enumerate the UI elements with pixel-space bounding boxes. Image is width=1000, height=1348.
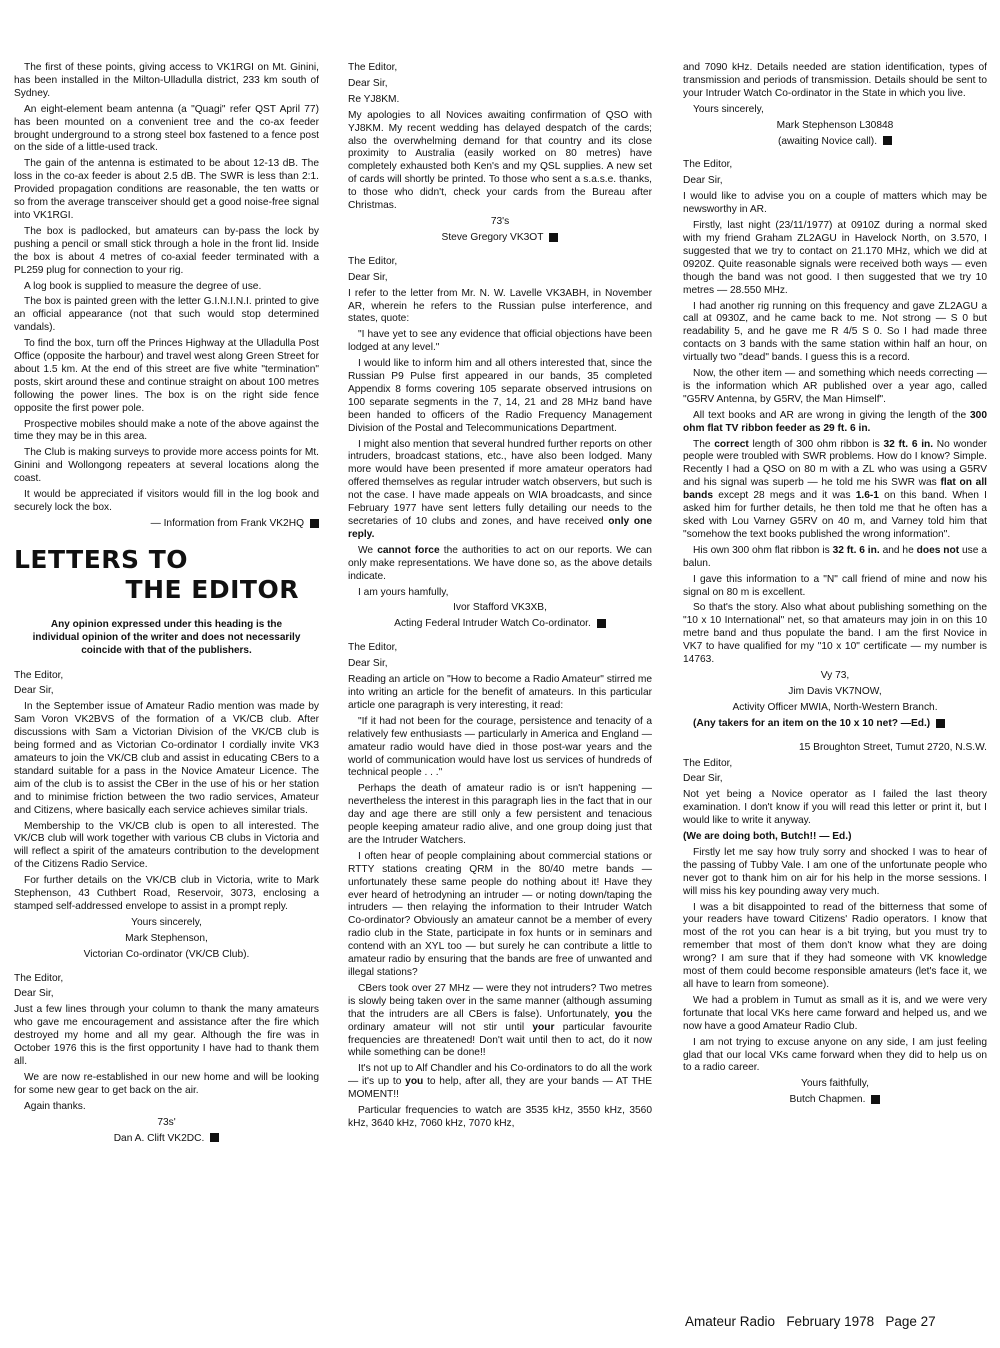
end-mark [871, 1095, 880, 1104]
end-mark [549, 233, 558, 242]
letter-signature: Steve Gregory VK3OT [348, 232, 652, 245]
letter-title: Victorian Co-ordinator (VK/CB Club). [83, 948, 250, 960]
article-paragraph: To find the box, turn off the Princes Highway at the Ulladulla Post Office (opposite the harbour) and travel west along Green Street for about 1.5 km. At the end of this street are five white "termination" posts, skirt around these and continue straight on about 100 metres following the power lines. The box is on the right side fence opposite the first power pole. [14, 338, 319, 414]
letter-signature: Mark Stephenson L30848 [776, 119, 894, 131]
article-paragraph: The first of these points, giving access to VK1RGI on Mt. Ginini, has been installed in the Milton-Ulladulla district, 233 km south of Sydney. [14, 62, 319, 99]
letter-closing: Yours sincerely, [693, 103, 764, 115]
page-footer [685, 1314, 990, 1329]
letter-greeting: Dear Sir, [348, 658, 388, 670]
letter-paragraph: Firstly let me say how truly sorry and shocked I was to hear of the passing of Tubby Vale. I am one of the unfortunate people who never got to thank him on air for his help in the morse sessions. I will miss his key pounding away very much. [683, 846, 987, 897]
letter-paragraph: I am not trying to excuse anyone on any side, I am just feeling glad that our local VKs came forward when they did to help us on to a radio career. [683, 1036, 987, 1074]
end-mark [936, 719, 945, 728]
letter-closing: 73's [490, 215, 510, 227]
letter-greeting: Dear Sir, [14, 685, 54, 697]
letter-greeting: Dear Sir, [14, 988, 54, 1000]
article-paragraph: A log book is supplied to measure the degree of use. [24, 280, 262, 292]
article-paragraph: The Club is making surveys to provide more access points for Mt. Ginini and Wollongong repeaters at several locations along the coast. [14, 447, 319, 485]
letter-closing: 73s' [157, 1116, 176, 1128]
letter-paragraph: I gave this information to a "N" call friend of mine and now his signal on 80 m is excellent. [683, 573, 987, 598]
end-mark [310, 519, 319, 528]
letter-paragraph: Particular frequencies to watch are 3535 kHz, 3550 kHz, 3560 kHz, 3640 kHz, 7060 kHz, 7070 kHz, [348, 1105, 652, 1129]
end-mark [210, 1133, 219, 1142]
letter-title: Acting Federal Intruder Watch Co-ordinator. [348, 618, 652, 631]
letter-paragraph: Again thanks. [24, 1100, 86, 1112]
letter-closing: Vy 73, [820, 669, 850, 681]
letter-paragraph: I would like to inform him and all others interested that, since the Russian P9 Pulse first appeared in our bands, 35 completed Appendix 8 forms covering 105 separate observed intrusions on 100 separate segments in the 7, 14, 21 and 28 MHz band have been handed to officers of the Radio Frequency Management Division of the Postal and Telecommunications Department. [348, 358, 652, 434]
end-mark [597, 619, 606, 628]
article-paragraph: The gain of the antenna is estimated to be about 12-13 dB. The loss in the co-ax feeder is about 2.5 dB. The SWR is less than 2:1. Provided propagation conditions are reasonable, the ten watts or so from the average transceiver should get a good noise-free signal into VK1RGI. [14, 158, 319, 221]
letter-signature: Dan A. Clift VK2DC. [14, 1133, 319, 1146]
page-number: Page 27 [885, 1314, 936, 1329]
column-3 [683, 62, 987, 1110]
letter-closing: I am yours hamfully, [358, 586, 449, 598]
letter-paragraph: In the September issue of Amateur Radio mention was made by Sam Voron VK2BVS of the formation of a VK/CB club. After discussions with Sam a Victorian Division of the VK/CB club is being formed and as Victorian Co-ordinator I cordially invite VK3 amateurs to join the VK/CB club and assist in educating CBers to a standard suitable for a pass in the Novice Amateur Licence. The aim of the club is to assist the CBer in the use of his or her station and to minimise friction between the two radio services, Amateur and Citizens, where basically each service achieves similar trials. [14, 701, 319, 816]
letter-paragraph: I might also mention that several hundred further reports on other intruders, broadcast stations, etc., have also been lodged. Many more would have been presented if more amateur operators had offered themselves as regular intruder watch observers, but such is not the case. I have made appeals on WIA broadcasts, and since February 1977 have sent letters fully detailing our needs to the secretaries of 10 clubs and zones, and have received only one reply. [348, 438, 653, 540]
letter-paragraph: All text books and AR are wrong in giving the length of the 300 ohm flat TV ribbon feeder as 29 ft. 6 in. [683, 409, 987, 434]
letter-paragraph: CBers took over 27 MHz — were they not intruders? Two metres is slowly being taken over in the same manner (although assuming that the intruders are all CBers is false). Unfortunately, you the ordinary amateur will not stir until your particular favourite frequencies are threatened! Don't wait until then to act, do it now while something can be done!! [348, 982, 652, 1059]
letter-signature: Ivor Stafford VK3XB, [453, 602, 547, 614]
letter-closing: Yours faithfully, [801, 1078, 869, 1090]
letter-paragraph: I had another rig running on this frequency and gave ZL2AGU a call at 0930Z, and he came back to me. Not strong — S 0 but readability 5, and he gave me R 4/5 S 0. So I had made three contacts on 3 bands with the same station within half an hour, on virtually two "dead" bands. I guess this is a record. [683, 300, 987, 364]
letter-paragraph: I was a bit disappointed to read of the bitterness that some of your readers have toward Citizens' Radio operators. I know that most of the rot you can hear is a bit trying, but you must try to remember that most of them don't know what they are doing wrong? I am sure that if they had someone with VK knowledge most of them could become responsible amateurs (let's face it, we all have to learn from someone). [683, 901, 987, 990]
letter-salutation: The Editor, [348, 642, 398, 654]
article-paragraph: An eight-element beam antenna (a "Quagi" refer QST April 77) has been mounted on a convenient tree and the co-ax feeder brought underground to a strong steel box fastened to a fence post on the side of a little-used track. [14, 103, 319, 154]
letter-greeting: Dear Sir, [348, 271, 388, 283]
letter-paragraph: and 7090 kHz. Details needed are station identification, types of transmission and periods of transmission. Details should be sent to your Intruder Watch Co-ordinator in the State in which you live. [683, 62, 987, 99]
article-paragraph: The box is painted green with the letter G.I.N.I.N.I. printed to give an official appearance (not that such would stop determined vandals). [14, 296, 319, 334]
letter-salutation: The Editor, [348, 255, 398, 267]
letter-paragraph: Now, the other item — and something which needs correcting — is the information which AR published over a year ago, called "G5RV Antenna, by G5RV, the Man Himself". [683, 368, 987, 405]
editorial-disclaimer: Any opinion expressed under this heading is the individual opinion of the writer and does not necessarily coincide with that of the publishers. [32, 618, 301, 656]
letter-paragraph: Perhaps the death of amateur radio is or isn't happening — nevertheless the interest in this paragraph lies in the fact that in our day and age there are still only a few persistent and tenacious people keeping amateur radio alive, and one group doing just that are the Intruder Watchers. [348, 783, 652, 846]
letter-subject: Re YJ8KM. [348, 93, 400, 105]
issue-date: February 1978 [786, 1314, 875, 1329]
letter-paragraph: It's not up to Alf Chandler and his Co-ordinators to do all the work — it's up to you to help, after all, they are your bands — AT THE MOMENT!! [348, 1063, 653, 1101]
sender-address: 15 Broughton Street, Tumut 2720, N.S.W. [798, 741, 987, 753]
letter-paragraph: My apologies to all Novices awaiting confirmation of QSO with YJ8KM. My recent wedding has delayed despatch of the cards; also the overwhelming demand for that country and its close proximity to Australia (easily worked on 80 metres) have completely exhausted both Ken's and my QSL supplies. A new set of cards will shortly be printed. To those who sent a s.a.s.e. thanks, to those who didn't, check your cards from the Bureau after Christmas. [348, 109, 652, 212]
letter-paragraph: I often hear of people complaining about commercial stations or RTTY stations creating QRM in the 80/40 metre bands — unfortunately these same people do nothing about it! Have they ever heard of hetrodyning an intruder — or noting down/taping the intruders — then relaying the information to their Intruder Watch Co-ordinator? Obviously an amateur cannot be a member of every radio club in the State, participate in fox hunts or in seminars and contend with an XYL too — but surely he can contribute a little to amateur radio by ensuring that the bands are free of unwanted and illegal stations? [348, 850, 652, 978]
article-paragraph: The box is padlocked, but amateurs can by-pass the lock by pushing a pencil or small stick through a hole in the front lid. Inside the box is about 4 metres of co-axial feeder terminated with a PL259 plug for connection to your rig. [14, 225, 319, 276]
section-heading [14, 545, 319, 605]
letter-signature: Jim Davis VK7NOW, [788, 685, 882, 697]
letter-closing: Yours sincerely, [131, 916, 202, 928]
letter-paragraph: Membership to the VK/CB club is open to all interested. The VK/CB club will work together with various CB clubs in Victoria and will reflect a spirit of the amateurs contribution to the development of the Citizens Radio Service. [14, 820, 319, 871]
editor-note: (Any takers for an item on the 10 x 10 net? —Ed.) [683, 718, 987, 731]
letter-paragraph: I would like to advise you on a couple of matters which may be newsworthy in AR. [683, 191, 987, 216]
letter-paragraph: The correct length of 300 ohm ribbon is 32 ft. 6 in. No wonder people were troubled with SWR problems. How do I know? Simple. Recently I had a QSO on 80 m with a ZL who was using a G5RV and his signal was superb — he told me his SWR was flat on all bands except 28 megs and it was 1.6-1 on this band. When I asked him for further details, he then told me that he often has a sked with Lou Varney G5RV on 40 m, and Varney told him that "somehow the text books published the wrong information". [683, 438, 987, 540]
letter-title: Activity Officer MWIA, North-Western Branch. [732, 701, 938, 713]
letter-greeting: Dear Sir, [683, 175, 723, 187]
heading-line: THE EDITOR [125, 574, 299, 604]
column-1 [14, 62, 319, 1148]
letter-salutation: The Editor, [14, 972, 64, 984]
letter-paragraph: We are now re-established in our new home and will be looking for some new gear to get back on the air. [14, 1071, 319, 1096]
publication-name: Amateur Radio [685, 1314, 776, 1329]
editor-note: (We are doing both, Butch!! — Ed.) [683, 831, 852, 843]
letter-paragraph: So that's the story. Also what about publishing something on the "10 x 10 International" net, so that amateurs may join in on this 10 metre band and thus populate the band. I am the first Novice in VK7 to have qualified for my "10 x 10" certificate — my number is 14763. [683, 602, 987, 666]
letter-paragraph: Firstly, last night (23/11/1977) at 0910Z during a normal sked with my friend Graham ZL2AGU in Havelock North, on 3.570, I suggested that we try to contact on 21.170 MHz, which we did at 0920Z. Quite reasonable signals were received both ways — even though the band was not good. I then suggested that we try 10 metres — 28.550 MHz. [683, 220, 987, 296]
letter-salutation: The Editor, [683, 757, 733, 769]
letter-signature: Butch Chapmen. [683, 1094, 987, 1107]
letter-signature: Mark Stephenson, [125, 932, 208, 944]
letter-paragraph: His own 300 ohm flat ribbon is 32 ft. 6 in. and he does not use a balun. [683, 544, 987, 569]
letter-paragraph: Not yet being a Novice operator as I failed the last theory examination. I don't know if you will read this letter or print it, but I would like to write it anyway. [683, 789, 987, 827]
letter-salutation: The Editor, [14, 669, 64, 681]
letter-salutation: The Editor, [683, 159, 733, 171]
article-paragraph: It would be appreciated if visitors would fill in the log book and securely lock the box. [14, 489, 319, 513]
letter-quote: "If it had not been for the courage, persistence and tenacity of a relatively few enthusiasts — particularly in America and England — amateur radio would have died in those post-war years and the world of communication would have lost us services of hundreds of technical people . . ." [348, 715, 652, 779]
heading-line: LETTERS TO [14, 544, 189, 574]
letter-note: (awaiting Novice call). [683, 136, 987, 149]
article-credit: — Information from Frank VK2HQ [14, 518, 319, 531]
letter-paragraph: I refer to the letter from Mr. N. W. Lavelle VK3ABH, in November AR, wherein he refers to the Russian pulse interference, and states, quote: [348, 287, 652, 325]
letter-quote: "I have yet to see any evidence that official objections have been lodged at any level." [348, 329, 652, 354]
letter-paragraph: For further details on the VK/CB club in Victoria, write to Mark Stephenson, 43 Cuthbert Road, Reservoir, 3073, enclosing a stamped self-addressed envelope to assist in a prompt reply. [14, 875, 319, 912]
article-paragraph: Prospective mobiles should make a note of the above against the time they may be in this area. [14, 418, 319, 443]
letter-greeting: Dear Sir, [683, 773, 723, 785]
letter-paragraph: We had a problem in Tumut as small as it is, and we were very fortunate that local VKs here came forward and helped us, and we now have a good Amateur Radio Club. [683, 994, 987, 1032]
end-mark [883, 136, 892, 145]
letter-paragraph: Just a few lines through your column to thank the many amateurs who gave me encouragement and assistance after the fire which destroyed my home and all my gear. Although the fire was in October 1976 this is the first opportunity I have had to thank them all. [14, 1004, 319, 1067]
column-2 [348, 62, 652, 1134]
letter-paragraph: Reading an article on "How to become a Radio Amateur" stirred me into writing an article for the benefit of amateurs. In this particular article one paragraph is very interesting, it read: [348, 674, 652, 711]
letter-greeting: Dear Sir, [348, 77, 388, 89]
letter-paragraph: We cannot force the authorities to act on our reports. We can only make representations. We have done so, as the above details indicate. [348, 544, 652, 582]
letter-salutation: The Editor, [348, 62, 398, 73]
